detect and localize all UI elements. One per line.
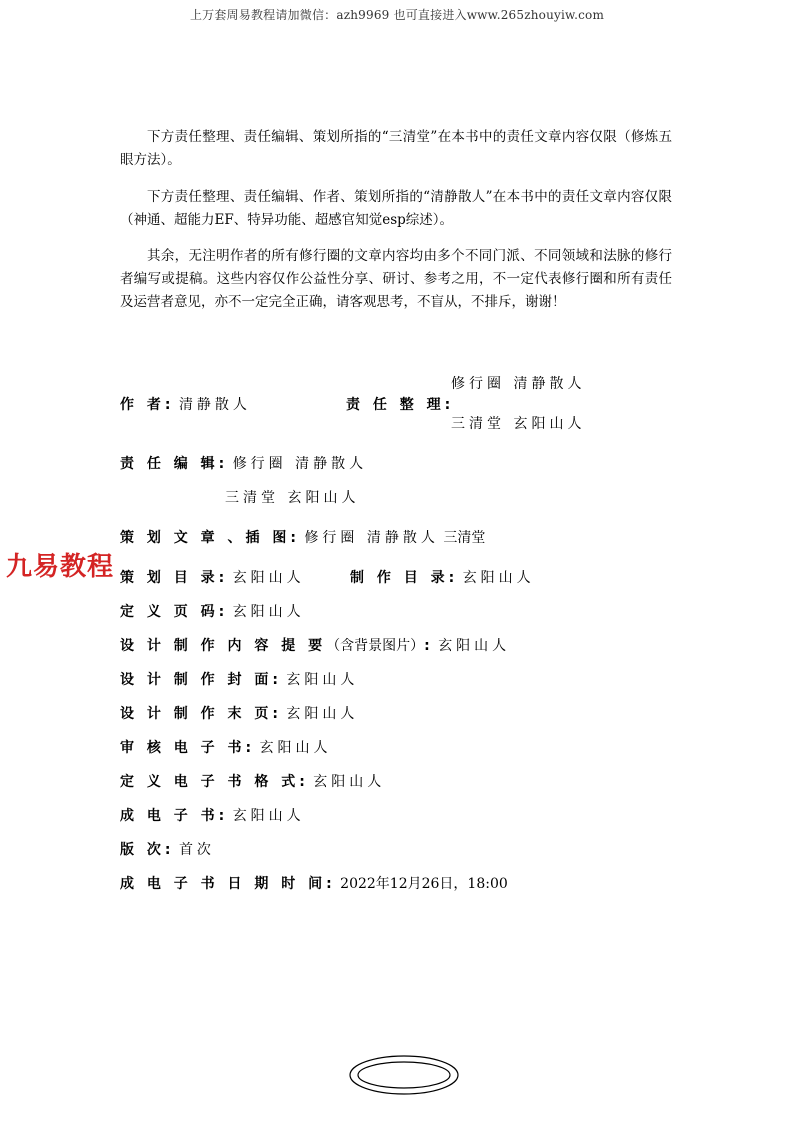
editor-row xyxy=(120,453,367,473)
date-row xyxy=(120,873,508,893)
summary-label: 设 计 制 作 内 容 提 要 xyxy=(120,638,327,654)
author-row xyxy=(120,394,251,414)
double-ellipse-icon xyxy=(348,1054,460,1096)
decorative-ellipse xyxy=(348,1054,460,1096)
cover-row xyxy=(120,669,358,689)
end-page-row xyxy=(120,703,358,723)
build-value: 玄阳山人 xyxy=(232,808,305,824)
end-page-value: 玄阳山人 xyxy=(286,706,359,722)
end-page-label: 设 计 制 作 末 页: xyxy=(120,706,282,722)
format-value: 玄阳山人 xyxy=(313,774,386,790)
format-label: 定 义 电 子 书 格 式: xyxy=(120,774,309,790)
review-value: 玄阳山人 xyxy=(259,740,332,756)
review-label: 审 核 电 子 书: xyxy=(120,740,256,756)
plan-value-2: 三清堂 xyxy=(443,530,486,546)
cover-label: 设 计 制 作 封 面: xyxy=(120,672,282,688)
date-label: 成 电 子 书 日 期 时 间: xyxy=(120,876,336,892)
arrange-line-2 xyxy=(451,413,585,433)
plan-row xyxy=(120,527,485,547)
page-code-value: 玄阳山人 xyxy=(232,604,305,620)
editor-row-2 xyxy=(225,487,359,507)
author-value: 清静散人 xyxy=(178,397,251,413)
make-catalog-value: 玄阳山人 xyxy=(462,570,535,586)
disclaimer-paragraph-2: 下方责任整理、责任编辑、作者、策划所指的“清静散人”在本书中的责任文章内容仅限（神通、超能力EF、特异功能、超感官知觉esp综述）。 xyxy=(120,189,672,228)
page-code-row xyxy=(120,601,305,621)
edition-label: 版 次: xyxy=(120,842,175,858)
catalog-label: 策 划 目 录: xyxy=(120,570,229,586)
arrange-label: 责 任 整 理: xyxy=(346,397,455,413)
header-line: 上万套周易教程请加微信：azh9969 也可直接进入www.265zhouyiw.com xyxy=(189,8,605,22)
format-row xyxy=(120,771,385,791)
summary-colon: : xyxy=(424,638,434,654)
plan-value: 修行圈 清静散人 xyxy=(304,530,439,546)
review-row xyxy=(120,737,332,757)
build-row xyxy=(120,805,305,825)
make-catalog-label: 制 作 目 录: xyxy=(350,570,459,586)
disclaimer-paragraph-1: 下方责任整理、责任编辑、策划所指的“三清堂”在本书中的责任文章内容仅限（修炼五眼方法）。 xyxy=(120,129,672,168)
summary-note: （含背景图片） xyxy=(326,638,425,654)
author-label: 作 者: xyxy=(120,397,175,413)
arrange-value-2: 三清堂 玄阳山人 xyxy=(451,416,586,432)
edition-value: 首次 xyxy=(178,842,215,858)
cover-value: 玄阳山人 xyxy=(286,672,359,688)
date-value: 2022年12月26日，18:00 xyxy=(340,876,508,892)
build-label: 成 电 子 书: xyxy=(120,808,229,824)
arrange-label-row xyxy=(346,394,454,414)
editor-value-2: 三清堂 玄阳山人 xyxy=(225,490,360,506)
arrange-line-1 xyxy=(451,373,585,393)
summary-row xyxy=(120,635,510,655)
watermark-logo: 九易教程 xyxy=(6,552,115,582)
summary-value: 玄阳山人 xyxy=(438,638,511,654)
disclaimer-paragraph-3: 其余，无注明作者的所有修行圈的文章内容均由多个不同门派、不同领域和法脉的修行者编写或提稿。这些内容仅作公益性分享、研讨、参考之用，不一定代表修行圈和所有责任及运营者意见，亦不一定完全正确，请客观思考，不盲从，不排斥，谢谢！ xyxy=(120,248,672,310)
arrange-value-1: 修行圈 清静散人 xyxy=(451,376,586,392)
catalog-value: 玄阳山人 xyxy=(232,570,305,586)
editor-value-1: 修行圈 清静散人 xyxy=(232,456,368,472)
edition-row xyxy=(120,839,215,859)
catalog-row xyxy=(120,567,305,587)
plan-label: 策 划 文 章 、插 图: xyxy=(120,530,300,546)
editor-label: 责 任 编 辑: xyxy=(120,456,229,472)
page-code-label: 定 义 页 码: xyxy=(120,604,229,620)
make-catalog-row xyxy=(350,567,535,587)
